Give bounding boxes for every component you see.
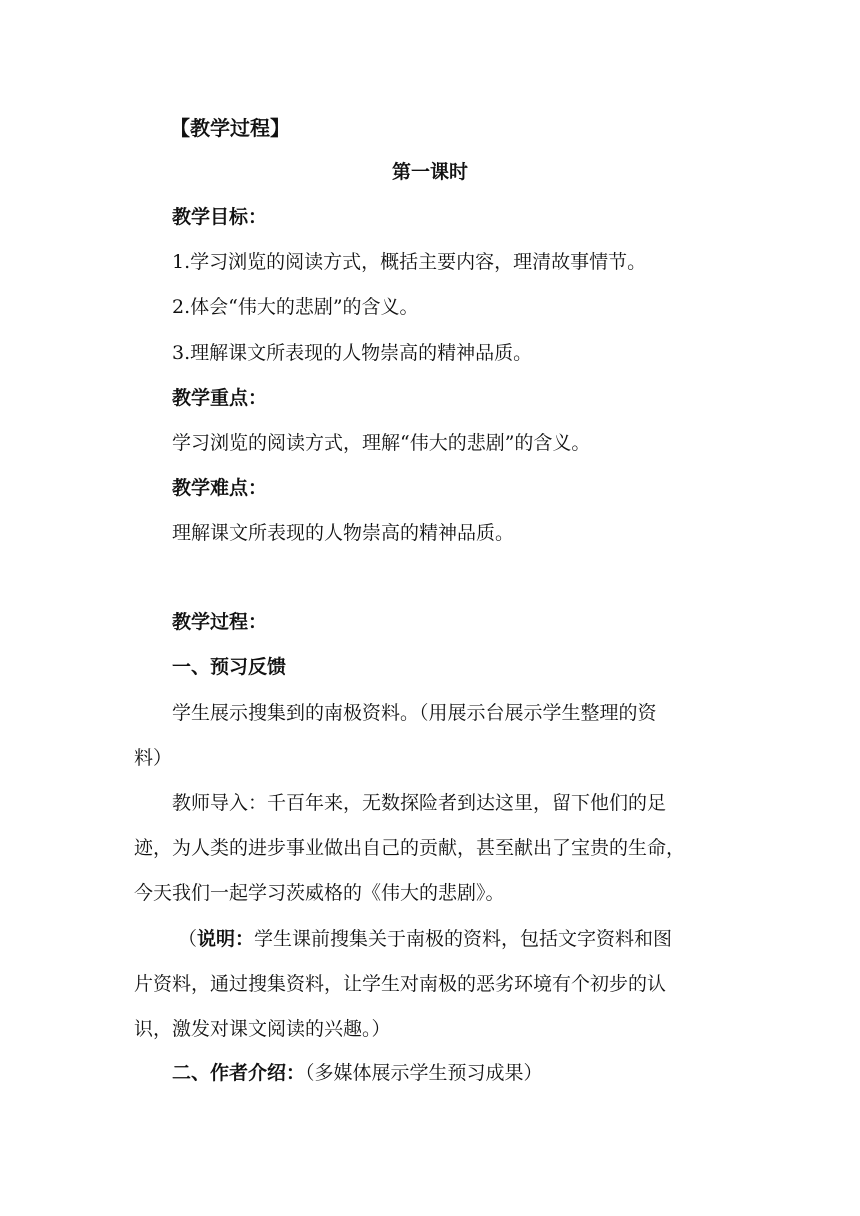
note-text: 学生课前搜集关于南极的资料，包括文字资料和图 <box>254 928 673 950</box>
intro-paragraph-line: 今天我们一起学习茨威格的《伟大的悲剧》。 <box>134 882 505 904</box>
objective-item: 2.体会“伟大的悲剧”的含义。 <box>172 296 419 318</box>
objective-item: 3.理解课文所表现的人物崇高的精神品质。 <box>172 342 533 364</box>
step2-title: 二、作者介绍： <box>172 1062 306 1084</box>
intro-paragraph-line: 迹，为人类的进步事业做出自己的贡献，甚至献出了宝贵的生命， <box>134 837 686 859</box>
step1-paragraph-line: 料） <box>134 747 173 769</box>
objective-item: 1.学习浏览的阅读方式，概括主要内容，理清故事情节。 <box>172 251 647 273</box>
note-line: 片资料，通过搜集资料，让学生对南极的恶劣环境有个初步的认 <box>134 973 667 995</box>
intro-paragraph-line: 教师导入：千百年来，无数探险者到达这里，留下他们的足 <box>172 792 667 814</box>
lesson-title: 第一课时 <box>391 161 468 183</box>
note-first-line: （说明：学生课前搜集关于南极的资料，包括文字资料和图 <box>178 928 673 950</box>
section-header: 【教学过程】 <box>170 116 290 140</box>
step2-line <box>172 1064 543 1083</box>
process-heading: 教学过程： <box>172 611 268 633</box>
difficulties-text: 理解课文所表现的人物崇高的精神品质。 <box>172 522 515 544</box>
note-line: 识，激发对课文阅读的兴趣。） <box>134 1018 391 1040</box>
note-label: 说明： <box>197 928 255 950</box>
step1-paragraph-line: 学生展示搜集到的南极资料。（用展示台展示学生整理的资 <box>172 702 657 724</box>
step2-subtitle: （多媒体展示学生预习成果） <box>305 1062 543 1084</box>
key-points-text: 学习浏览的阅读方式，理解“伟大的悲剧”的含义。 <box>172 432 591 454</box>
key-points-heading: 教学重点： <box>172 387 268 409</box>
objectives-heading: 教学目标： <box>172 206 268 228</box>
difficulties-heading: 教学难点： <box>172 477 268 499</box>
step1-title: 一、预习反馈 <box>172 656 287 678</box>
